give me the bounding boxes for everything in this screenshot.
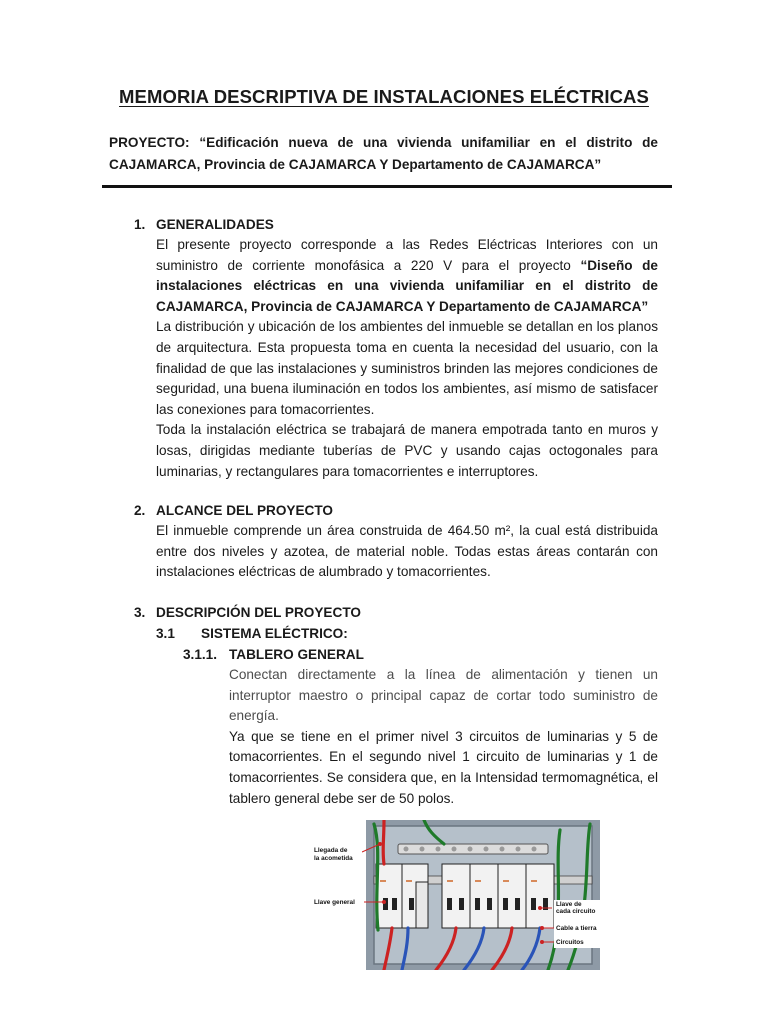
paragraph: El presente proyecto corresponde a las Redes Eléctricas Interiores con un suministro de corriente monofásica a 220 V para el proyecto “Diseño de instalaciones eléctricas en una vivienda unifamiliar en el distrito de CAJAMARCA, Provincia de CAJAMARCA Y Departamento de CAJAMARCA” — [156, 237, 658, 314]
document-title: MEMORIA DESCRIPTIVA DE INSTALACIONES ELÉCTRICAS — [119, 86, 649, 107]
section-number: 1. — [134, 217, 146, 232]
paragraph: Toda la instalación eléctrica se trabajará de manera empotrada tanto en muros y losas, dirigidas mediante tuberías de PVC y usando cajas octogonales para luminarias, y rectangulares para tomacorrientes e interruptores. — [156, 422, 658, 479]
horizontal-rule — [102, 185, 672, 188]
label-acometida: Llegada de — [314, 847, 348, 854]
subsection-number: 3.1 — [156, 626, 175, 641]
section-number: 2. — [134, 503, 146, 518]
electrical-panel-figure — [304, 820, 600, 970]
subsection-heading-sistema-electrico: SISTEMA ELÉCTRICO: — [201, 626, 348, 641]
paragraph: Conectan directamente a la línea de alimentación y tienen un interruptor maestro o principal capaz de cortar todo suministro de energía. — [229, 667, 658, 724]
section-1-paragraphs — [156, 235, 658, 482]
paragraph: Ya que se tiene en el primer nivel 3 circuitos de luminarias y 5 de tomacorrientes. En el segundo nivel 1 circuito de luminarias y 1 de tomacorrientes. Se considera que, en la Intensidad termomagnética, el tablero general debe ser de 50 polos. — [229, 728, 658, 806]
project-label: PROYECTO: — [109, 135, 190, 150]
project-statement — [109, 132, 658, 176]
project-text: “Edificación nueva de una vivienda unifamiliar en el distrito de CAJAMARCA, Provincia de CAJAMARCA Y Departamento de CAJAMARCA” — [109, 135, 658, 172]
label-llave-general: Llave general — [314, 899, 355, 906]
section-3-paragraphs — [229, 665, 658, 809]
subsubsection-number: 3.1.1. — [183, 647, 218, 662]
label-llave-circuito: cada circuito — [556, 908, 596, 915]
section-heading-alcance: ALCANCE DEL PROYECTO — [156, 503, 333, 518]
label-circuitos: Circuitos — [556, 939, 584, 946]
subsubsection-heading-tablero-general: TABLERO GENERAL — [229, 647, 364, 662]
label-cable-tierra: Cable a tierra — [556, 925, 597, 932]
label-acometida: la acometida — [314, 855, 353, 862]
paragraph: La distribución y ubicación de los ambientes del inmueble se detallan en los planos de arquitectura. Esta propuesta toma en cuenta la necesidad del usuario, con la finalidad de que las instalaciones y suministros brinden las mejores condiciones de seguridad, una buena iluminación en todos los ambientes, así mismo de satisfacer las conexiones para tomacorrientes. — [156, 319, 658, 417]
paragraph: El inmueble comprende un área construida de 464.50 m², la cual está distribuida entre dos niveles y azotea, de material noble. Todas estas áreas contarán con instalaciones eléctricas de alumbrado y tomacorrientes. — [156, 523, 658, 580]
section-number: 3. — [134, 605, 146, 620]
label-llave-circuito: Llave de — [556, 901, 582, 908]
breaker-modules — [376, 864, 554, 928]
section-heading-generalidades: GENERALIDADES — [156, 217, 274, 232]
section-heading-descripcion: DESCRIPCIÓN DEL PROYECTO — [156, 605, 361, 620]
